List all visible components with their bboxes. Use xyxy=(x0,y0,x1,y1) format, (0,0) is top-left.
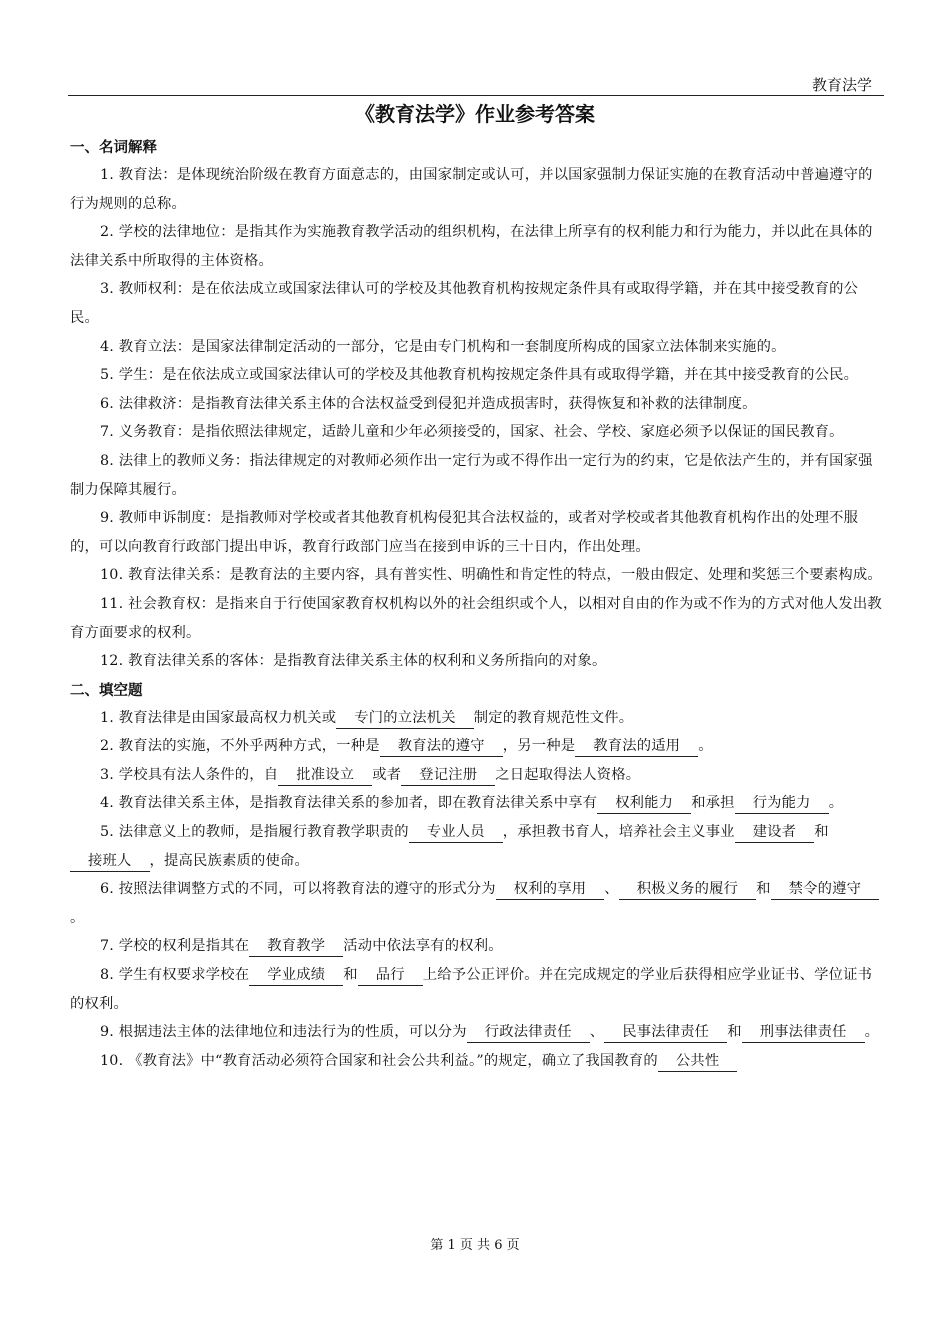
blank-question-text: 制定的教育规范性文件。 xyxy=(473,709,634,726)
blank-question-text: 2. 教育法的实施，不外乎两种方式，一种是 xyxy=(100,738,380,755)
section-heading-definitions: 一、名词解释 xyxy=(70,140,157,156)
blank-question-text: 和 xyxy=(727,1024,742,1041)
definition-item: 10. 教育法律关系：是教育法的主要内容，具有普实性、明确性和肯定性的特点，一般由假定、处理和奖惩三个要素构成。 xyxy=(100,567,882,584)
blank-answer: 教育法的遵守 xyxy=(380,736,503,757)
blank-answer: 权利能力 xyxy=(597,793,691,814)
definition-item: 7. 义务教育：是指依照法律规定，适龄儿童和少年必须接受的，国家、社会、学校、家庭必须予以保证的国民教育。 xyxy=(100,424,844,441)
blank-answer: 专业人员 xyxy=(409,822,503,843)
definition-item: 1. 教育法：是体现统治阶级在教育方面意志的，由国家制定或认可，并以国家强制力保证实施的在教育活动中普遍遵守的行为规则的总称。 xyxy=(70,167,873,212)
fill-blank-item xyxy=(70,961,885,1018)
blank-question-text: 3. 学校具有法人条件的，自 xyxy=(100,766,279,783)
section-heading-fill-blanks: 二、填空题 xyxy=(70,682,143,699)
definition-item: 3. 教师权利：是在依法成立或国家法律认可的学校及其他教育机构按规定条件具有或取得学籍，并在其中接受教育的公民。 xyxy=(70,281,859,326)
fill-blank-item xyxy=(70,1047,885,1076)
blank-question-text: 1. 教育法律是由国家最高权力机关或 xyxy=(100,709,337,726)
blank-question-text: 。 xyxy=(828,795,844,812)
running-header: 教育法学 xyxy=(811,76,872,94)
blank-question-text: 。 xyxy=(864,1024,880,1041)
blank-answer: 权利的享用 xyxy=(496,879,604,900)
definition-item: 9. 教师申诉制度：是指教师对学校或者其他教育机构侵犯其合法权益的，或者对学校或者其他教育机构作出的处理不服的，可以向教育行政部门提出申诉，教育行政部门应当在接到申诉的三十日内，作出处理。 xyxy=(70,510,859,555)
blank-question-text: 6. 按照法律调整方式的不同，可以将教育法的遵守的形式分为 xyxy=(100,881,496,898)
blank-question-text: 。 xyxy=(698,738,713,755)
blank-question-text: 。 xyxy=(70,909,85,926)
fill-blank-item xyxy=(70,732,885,761)
blank-answer: 民事法律责任 xyxy=(604,1022,727,1043)
blank-question-text: 9. 根据违法主体的法律地位和违法行为的性质，可以分为 xyxy=(100,1024,467,1041)
blank-answer: 建设者 xyxy=(735,822,815,843)
definition-item: 8. 法律上的教师义务：指法律规定的对教师必须作出一定行为或不得作出一定行为的约束，它是依法产生的，并有国家强制力保障其履行。 xyxy=(70,452,873,498)
blank-question-text: 和 xyxy=(814,824,829,841)
blank-question-text: 和 xyxy=(756,881,771,898)
blank-answer: 公共性 xyxy=(658,1051,738,1072)
blank-question-text: ，提高民族素质的使命。 xyxy=(149,852,309,869)
blank-question-text: ，承担教书育人，培养社会主义事业 xyxy=(502,824,735,841)
blank-answer: 禁令的遵守 xyxy=(771,879,879,900)
blank-answer: 品行 xyxy=(358,965,423,986)
definition-item: 5. 学生：是在依法成立或国家法律认可的学校及其他教育机构按规定条件具有或取得学籍，并在其中接受教育的公民。 xyxy=(100,367,859,384)
definition-item: 11. 社会教育权：是指来自于行使国家教育权机构以外的社会组织或个人，以相对自由的作为或不作为的方式对他人发出教育方面要求的权利。 xyxy=(70,595,882,641)
blank-question-text: 8. 学生有权要求学校在 xyxy=(100,967,250,984)
blank-question-text: 、 xyxy=(604,881,619,898)
document-title: 《教育法学》作业参考答案 xyxy=(355,102,595,126)
header-rule xyxy=(68,95,884,96)
blank-question-text: 5. 法律意义上的教师，是指履行教育教学职责的 xyxy=(100,824,409,841)
blank-question-text: 、 xyxy=(589,1024,605,1041)
blank-question-text: 之日起取得法人资格。 xyxy=(495,766,641,783)
fill-blank-item xyxy=(70,1018,885,1047)
blank-question-text: 10. 《教育法》中“教育活动必须符合国家和社会公共利益。”的规定，确立了我国教育的 xyxy=(100,1052,658,1069)
blank-question-text: 活动中依法享有的权利。 xyxy=(343,938,503,955)
blank-question-text: ，另一种是 xyxy=(502,738,576,755)
fill-blank-item xyxy=(70,818,885,875)
fill-blank-item xyxy=(70,875,885,932)
blank-answer: 教育教学 xyxy=(249,936,343,957)
blank-question-text: 4. 教育法律关系主体，是指教育法律关系的参加者，即在教育法律关系中享有 xyxy=(100,795,598,812)
blank-question-text: 和承担 xyxy=(691,795,735,812)
blank-answer: 专门的立法机关 xyxy=(336,708,473,729)
blank-answer: 接班人 xyxy=(70,851,150,872)
blank-answer: 教育法的适用 xyxy=(575,736,698,757)
blank-question-text: 和 xyxy=(343,967,358,984)
definition-item: 6. 法律救济：是指教育法律关系主体的合法权益受到侵犯并造成损害时，获得恢复和补救的法律制度。 xyxy=(100,395,757,412)
page-number: 第 1 页 共 6 页 xyxy=(430,1238,520,1253)
blank-answer: 登记注册 xyxy=(401,765,495,786)
fill-blank-item xyxy=(70,761,885,790)
definition-item: 2. 学校的法律地位：是指其作为实施教育教学活动的组织机构，在法律上所享有的权利能力和行为能力，并以此在具体的法律关系中所取得的主体资格。 xyxy=(70,224,873,269)
definitions-list xyxy=(70,161,885,676)
blank-answer: 学业成绩 xyxy=(249,965,343,986)
blank-answer: 行政法律责任 xyxy=(467,1022,590,1043)
fill-blank-item xyxy=(70,932,885,961)
blank-answer: 批准设立 xyxy=(278,765,372,786)
blank-question-text: 或者 xyxy=(372,766,402,783)
fill-blank-item xyxy=(70,789,885,818)
document-body xyxy=(70,133,885,1075)
blank-answer: 行为能力 xyxy=(735,793,829,814)
blank-answer: 积极义务的履行 xyxy=(619,879,756,900)
definition-item: 4. 教育立法：是国家法律制定活动的一部分，它是由专门机构和一套制度所构成的国家立法体制来实施的。 xyxy=(100,338,786,355)
definition-item: 12. 教育法律关系的客体：是指教育法律关系主体的权利和义务所指向的对象。 xyxy=(100,653,607,670)
blank-question-text: 上给予公正评价。并在完成规定的学业后获得相应学业证书、学位证书的权利。 xyxy=(70,967,873,1012)
blank-question-text: 7. 学校的权利是指其在 xyxy=(100,938,250,955)
blank-answer: 刑事法律责任 xyxy=(742,1022,865,1043)
fill-blank-item xyxy=(70,704,885,733)
fill-blank-list xyxy=(70,704,885,1076)
